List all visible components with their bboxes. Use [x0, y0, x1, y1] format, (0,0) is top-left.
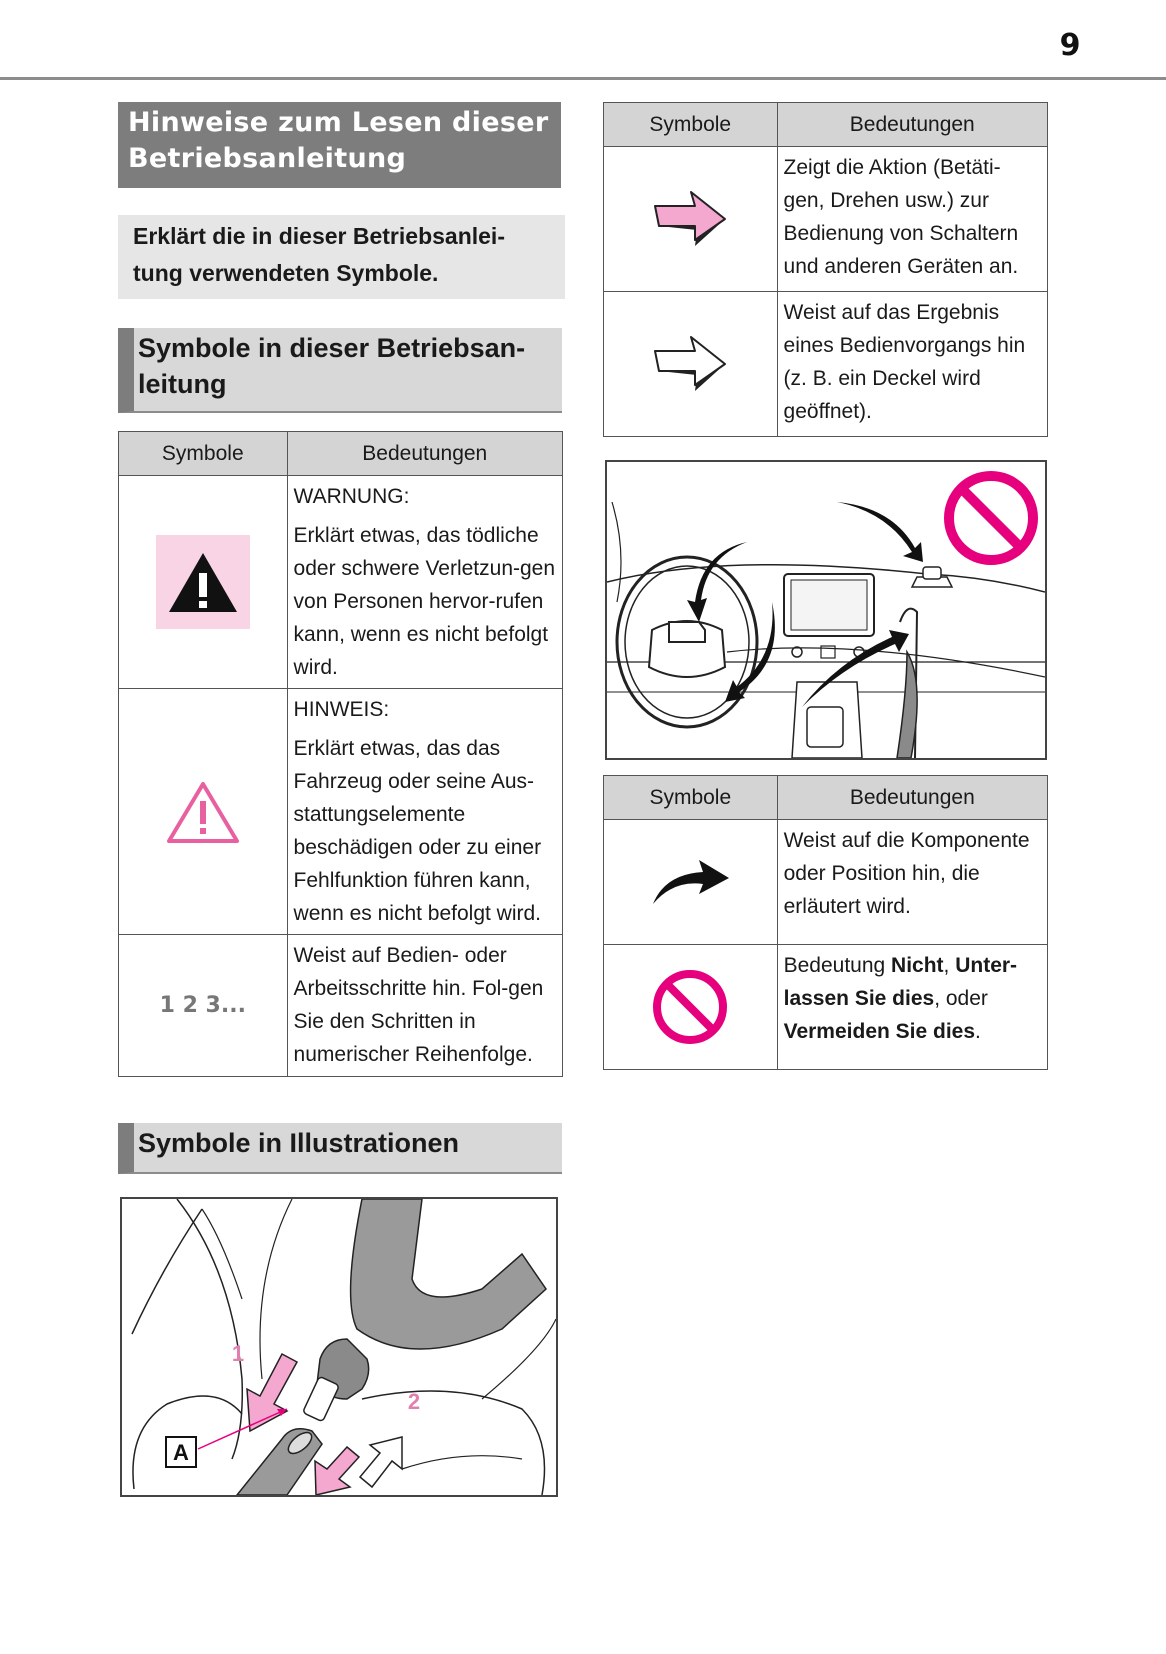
warning-text: Erklärt etwas, das tödliche oder schwere Verletzun-gen von Personen hervor-rufen kann, wenn es nicht befolgt wird.	[293, 524, 556, 679]
header-meaning: Bedeutungen	[777, 103, 1047, 147]
step-1-label: 1	[231, 1341, 245, 1366]
header-symbol: Symbole	[604, 776, 778, 820]
table-header-row	[604, 103, 1048, 147]
dashboard-illustration	[605, 460, 1047, 760]
text-part: Bedeutung	[783, 954, 892, 977]
action-arrow-text: Zeigt die Aktion (Betäti-gen, Drehen usw.) zur Bedienung von Schaltern und anderen Geräten an.	[783, 156, 1019, 278]
header-meaning: Bedeutungen	[777, 776, 1047, 820]
chapter-title: Hinweise zum Lesen dieser Betriebsanleitung	[118, 102, 561, 188]
symbols-table-arrows	[603, 102, 1048, 437]
pointer-arrow-text: Weist auf die Komponente oder Position hin, die erläutert wird.	[783, 829, 1030, 918]
header-meaning: Bedeutungen	[287, 432, 562, 476]
prohibition-text	[784, 949, 1041, 1048]
result-arrow-text: Weist auf das Ergebnis eines Bedienvorgangs hin (z. B. ein Deckel wird geöffnet).	[783, 301, 1026, 423]
intro-text: Erklärt die in dieser Betriebsanlei-tung verwendeten Symbole.	[118, 215, 565, 299]
table-row	[119, 476, 563, 689]
label-a: A	[173, 1440, 189, 1465]
black-pointer-arrow-icon	[647, 856, 733, 908]
text-bold-nicht: Nicht	[891, 954, 944, 977]
page-number: 9	[1059, 28, 1081, 63]
table-row	[119, 935, 563, 1077]
caution-label: HINWEIS:	[293, 698, 390, 721]
text-bold-vermeiden: Vermeiden Sie dies	[783, 1020, 976, 1043]
text-part: , oder	[934, 987, 988, 1010]
white-result-arrow-icon	[651, 331, 729, 397]
symbols-table-pointers	[603, 775, 1048, 1070]
top-rule	[0, 77, 1166, 80]
text-part: .	[975, 1020, 981, 1043]
header-symbol: Symbole	[119, 432, 288, 476]
table-row	[604, 147, 1048, 292]
step-2-label: 2	[407, 1389, 421, 1414]
section-title-symbols-manual: Symbole in dieser Betriebsan-leitung	[118, 328, 562, 413]
steps-text: Weist auf Bedien- oder Arbeitsschritte hin. Fol-gen Sie den Schritten in numerischer Reihenfolge.	[293, 944, 544, 1066]
caution-icon	[165, 779, 241, 845]
symbols-table-manual	[118, 431, 563, 1077]
text-part: ,	[943, 954, 956, 977]
section-title-symbols-illustrations: Symbole in Illustrationen	[118, 1123, 562, 1174]
text-bold-unterlassen: Unter-lassen Sie dies	[783, 954, 1018, 1010]
table-row	[119, 689, 563, 935]
header-symbol: Symbole	[604, 103, 778, 147]
table-header-row	[119, 432, 563, 476]
warning-icon	[156, 535, 250, 629]
table-row	[604, 820, 1048, 945]
steps-symbol: 1 2 3...	[159, 993, 246, 1018]
pink-action-arrow-icon	[651, 186, 729, 252]
table-header-row	[604, 776, 1048, 820]
warning-label: WARNUNG:	[293, 485, 410, 508]
caution-text: Erklärt etwas, das das Fahrzeug oder seine Aus-stattungselemente beschädigen oder zu einer Fehlfunktion führen kann, wenn es nicht befolgt wird.	[293, 737, 542, 925]
table-row	[604, 945, 1048, 1070]
table-row	[604, 292, 1048, 437]
prohibition-icon	[650, 967, 730, 1047]
seatbelt-illustration	[120, 1197, 558, 1497]
